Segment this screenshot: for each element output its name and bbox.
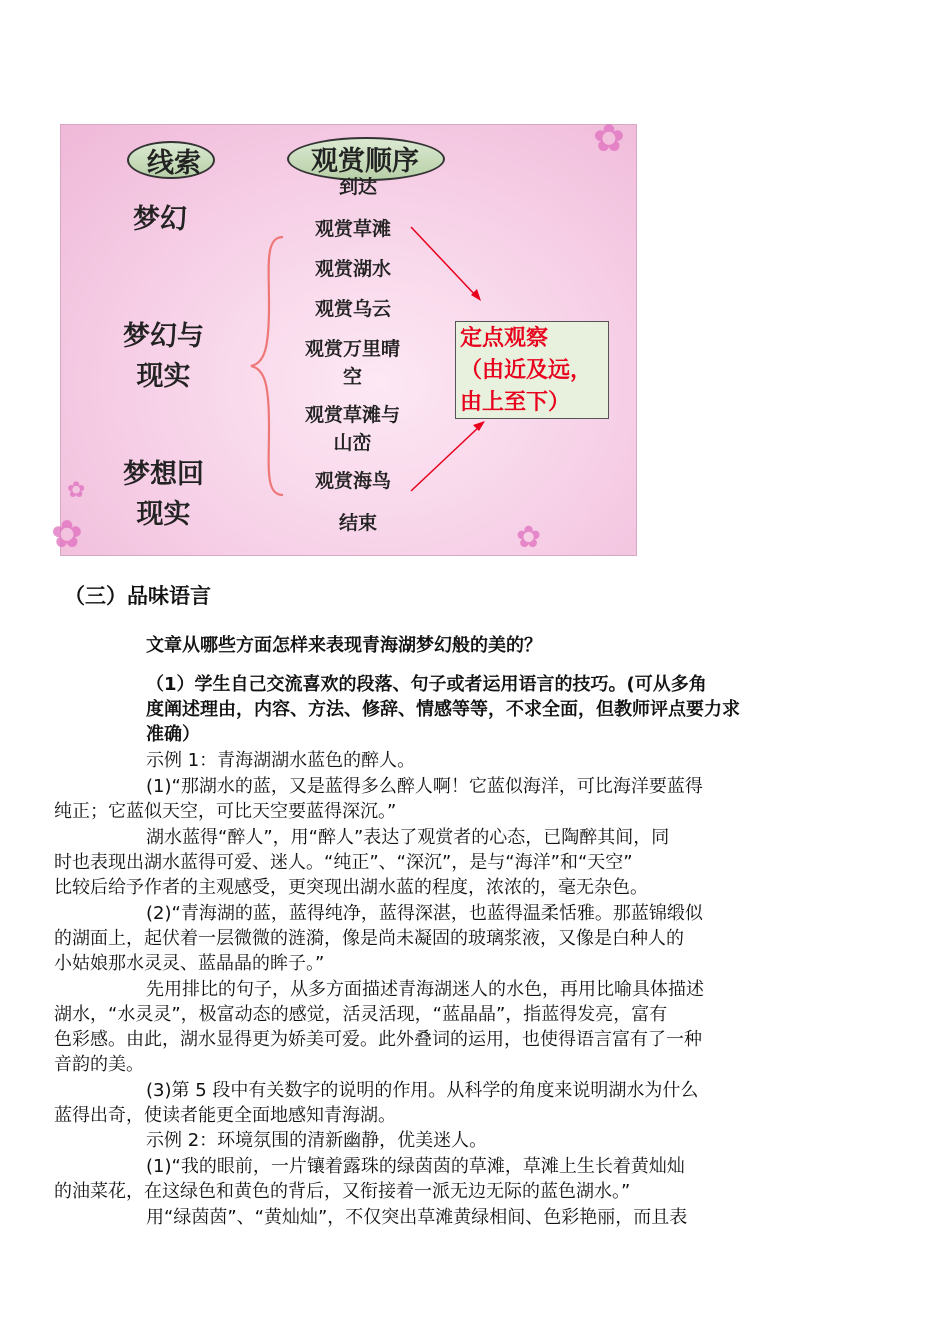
text-line: 的湖面上，起伏着一层微微的涟漪，像是尚未凝固的玻璃浆液，又像是白种人的 [54, 928, 684, 949]
box-line: 定点观察 [460, 325, 549, 351]
step-grassland-mountains: 观赏草滩与 山峦 [305, 404, 401, 454]
text-line: 时也表现出湖水蓝得可爱、迷人。“纯正”、“深沉”，是与“海洋”和“天空” [54, 852, 633, 873]
flower-decoration: ✿ [593, 116, 625, 160]
flower-decoration: ✿ [67, 478, 86, 503]
step-grassland: 观赏草滩 [315, 218, 392, 240]
step-lake: 观赏湖水 [315, 258, 392, 280]
section-heading: （三）品味语言 [64, 584, 211, 608]
text-line: (1)“那湖水的蓝，又是蓝得多么醉人啊！它蓝似海洋，可比海洋要蓝得 [146, 776, 703, 797]
text-line: 先用排比的句子，从多方面描述青海湖迷人的水色，再用比喻具体描述 [146, 979, 704, 1000]
bold-para-line: 度阐述理由，内容、方法、修辞、情感等等，不求全面，但教师评点要力求 [146, 699, 740, 720]
step-end: 结束 [339, 512, 378, 534]
text-line: 音韵的美。 [54, 1054, 144, 1075]
box-line: 由上至下） [460, 389, 571, 415]
phase-dream-reality: 梦幻与 现实 [123, 321, 204, 392]
clue-label: 线索 [147, 148, 201, 179]
text-line: 湖水蓝得“醉人”，用“醉人”表达了观赏者的心态，已陶醉其间，同 [146, 827, 670, 848]
text-line: (1)“我的眼前，一片镶着露珠的绿茵茵的草滩，草滩上生长着黄灿灿 [146, 1156, 685, 1177]
text-line: 湖水，“水灵灵”，极富动态的感觉，活灵活现，“蓝晶晶”，指蓝得发亮，富有 [54, 1004, 668, 1025]
brace-icon [247, 235, 287, 497]
flower-decoration: ✿ [516, 520, 542, 555]
text-line: 示例 1：青海湖湖水蓝色的醉人。 [146, 750, 416, 771]
text-line: 示例 2：环境氛围的清新幽静，优美迷人。 [146, 1130, 488, 1151]
step-seabirds: 观赏海鸟 [315, 470, 392, 492]
phase-dream: 梦幻 [133, 204, 187, 235]
text-line: 比较后给予作者的主观感受，更突现出湖水蓝的程度，浓浓的，毫无杂色。 [54, 877, 648, 898]
text-line: 蓝得出奇，使读者能更全面地感知青海湖。 [54, 1105, 396, 1126]
slide-image [51, 116, 637, 556]
step-clouds: 观赏乌云 [315, 298, 392, 320]
text-line: 色彩感。由此，湖水显得更为娇美可爱。此外叠词的运用，也使得语言富有了一种 [54, 1029, 702, 1050]
step-clear-sky: 观赏万里晴 空 [305, 338, 401, 388]
text-line: 用“绿茵茵”、“黄灿灿”，不仅突出草滩黄绿相间、色彩艳丽，而且表 [146, 1207, 688, 1228]
text-line: (2)“青海湖的蓝，蓝得纯净，蓝得深湛，也蓝得温柔恬雅。那蓝锦缎似 [146, 903, 703, 924]
question: 文章从哪些方面怎样来表现青海湖梦幻般的美的？ [146, 635, 542, 656]
bold-para-line: 准确） [146, 724, 200, 745]
box-line: （由近及远， [460, 357, 593, 383]
order-label: 观赏顺序 [311, 146, 419, 177]
text-line: 小姑娘那水灵灵、蓝晶晶的眸子。” [54, 953, 325, 974]
text-line: (3)第 5 段中有关数字的说明的作用。从科学的角度来说明湖水为什么 [146, 1080, 699, 1101]
fixed-observation-box [455, 321, 609, 419]
text-line: 纯正；它蓝似天空，可比天空要蓝得深沉。” [54, 801, 397, 822]
step-arrive: 到达 [339, 176, 378, 198]
bold-para-line: （1）学生自己交流喜欢的段落、句子或者运用语言的技巧。(可从多角 [146, 674, 707, 695]
text-line: 的油菜花，在这绿色和黄色的背后，又衔接着一派无边无际的蓝色湖水。” [54, 1181, 631, 1202]
phase-back-to-reality: 梦想回 现实 [123, 459, 204, 530]
flower-decoration: ✿ [51, 512, 83, 556]
